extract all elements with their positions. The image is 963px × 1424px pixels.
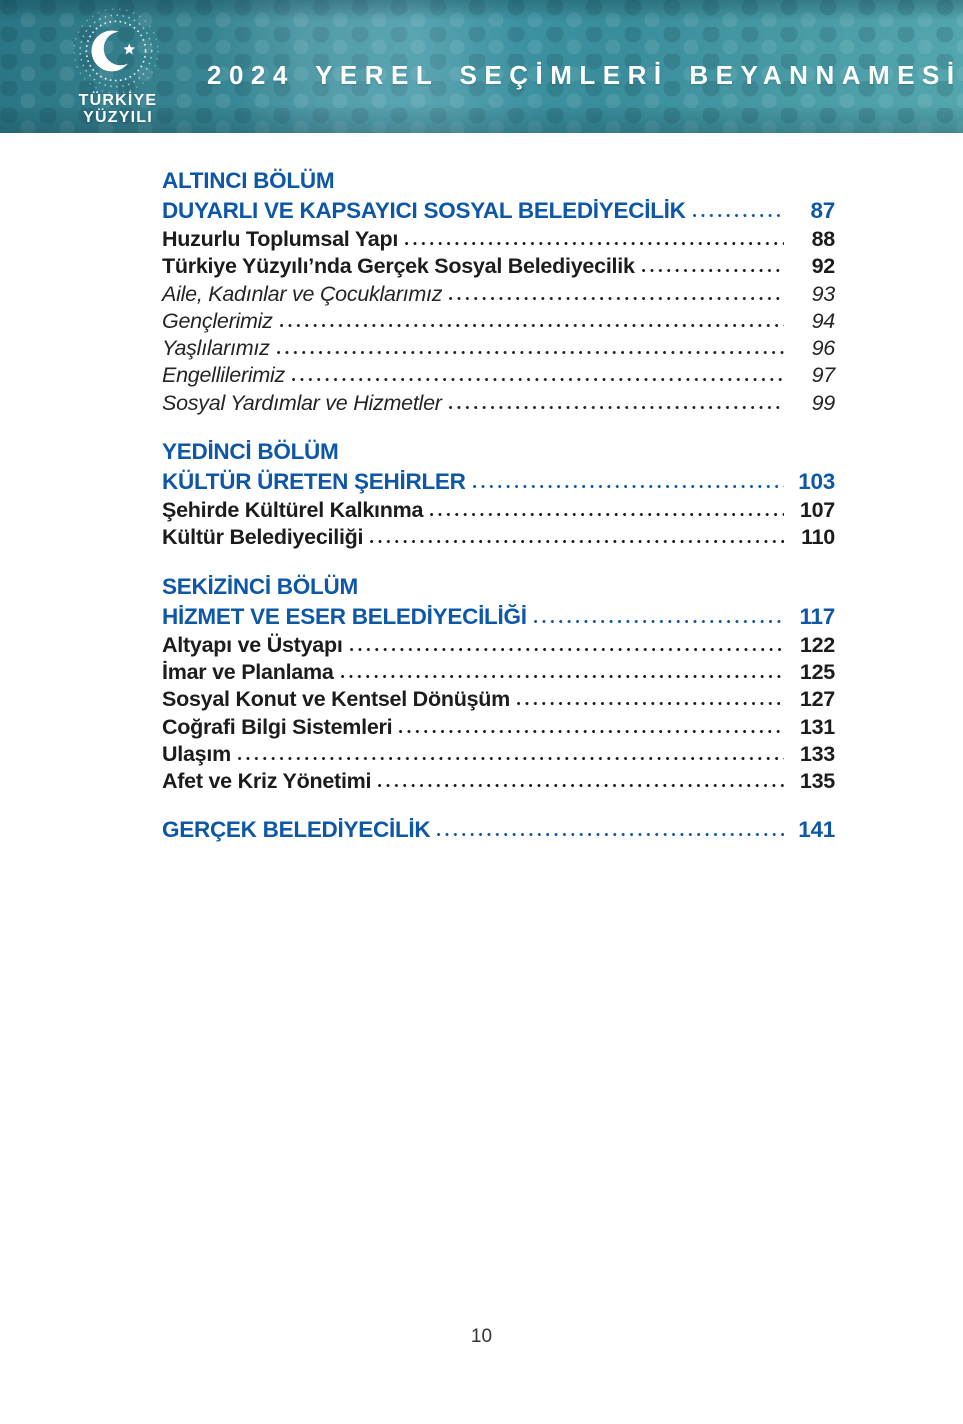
entry-label: Ulaşım [162, 741, 231, 766]
toc-section [162, 572, 835, 796]
dot-leader [378, 784, 784, 787]
toc-section-title[interactable] [162, 196, 835, 226]
section-kicker: ALTINCI BÖLÜM [162, 168, 335, 193]
entry-page-number: 127 [799, 687, 835, 712]
toc-entry[interactable] [162, 226, 835, 253]
entry-label: Şehirde Kültürel Kalkınma [162, 498, 424, 523]
toc-entry[interactable] [162, 362, 835, 389]
entry-label: Huzurlu Toplumsal Yapı [162, 227, 399, 251]
dot-leader [693, 214, 784, 217]
entry-page-number: 107 [799, 498, 835, 523]
entry-label: Türkiye Yüzyılı’nda Gerçek Sosyal Belediyecilik [162, 254, 635, 279]
header-banner [0, 0, 963, 133]
toc-section [162, 815, 835, 845]
dot-leader [534, 620, 784, 623]
entry-label: Engellilerimiz [162, 363, 286, 388]
entry-page-number: 94 [811, 308, 835, 333]
toc-entry[interactable] [162, 390, 835, 417]
table-of-contents [162, 166, 835, 865]
section-kicker: YEDİNCİ BÖLÜM [162, 439, 339, 465]
toc-entry[interactable] [162, 497, 835, 524]
dot-leader [341, 675, 784, 678]
crescent-star-icon [66, 4, 170, 100]
dot-leader [517, 702, 784, 705]
entry-label: Kültür Belediyeciliği [162, 525, 364, 550]
entry-page-number: 97 [811, 363, 835, 388]
entry-label: Gençlerimiz [162, 308, 273, 333]
entry-page-number: 88 [811, 227, 835, 251]
entry-page-number: 131 [799, 714, 835, 739]
page-number: 10 [470, 1326, 493, 1347]
entry-label: HİZMET VE ESER BELEDİYECİLİĞİ [162, 603, 527, 629]
entry-page-number: 135 [799, 769, 835, 794]
dot-leader [370, 540, 784, 543]
entry-label: Aile, Kadınlar ve Çocuklarımız [162, 281, 443, 306]
dot-leader [277, 351, 784, 354]
entry-label: İmar ve Planlama [162, 659, 334, 684]
dot-leader [642, 269, 784, 272]
dot-leader [399, 730, 784, 733]
toc-section-title[interactable] [162, 602, 835, 632]
dot-leader [280, 324, 784, 327]
toc-entry[interactable] [162, 768, 835, 795]
dot-leader [449, 406, 784, 409]
toc-section [162, 166, 835, 417]
logo-text-line2: YÜZYILI [83, 109, 153, 126]
entry-label: GERÇEK BELEDİYECİLİK [162, 817, 431, 843]
logo-text-line1: TÜRKİYE [78, 92, 158, 109]
entry-label: Yaşlılarımız [162, 336, 270, 361]
document-title: 2024 YEREL SEÇİMLERİ BEYANNAMESİ [207, 60, 962, 90]
dot-leader [238, 757, 784, 760]
dot-leader [473, 485, 784, 488]
toc-entry[interactable] [162, 281, 835, 308]
entry-page-number: 117 [799, 603, 835, 629]
entry-page-number: 96 [811, 336, 835, 361]
entry-label: KÜLTÜR ÜRETEN ŞEHİRLER [162, 469, 466, 495]
toc-entry[interactable] [162, 308, 835, 335]
dot-leader [449, 297, 784, 300]
entry-page-number: 92 [811, 254, 835, 279]
entry-label: Sosyal Konut ve Kentsel Dönüşüm [162, 687, 511, 712]
entry-page-number: 87 [810, 198, 835, 223]
entry-label: Altyapı ve Üstyapı [162, 632, 343, 657]
dot-leader [292, 378, 784, 381]
entry-label: Afet ve Kriz Yönetimi [162, 769, 372, 794]
entry-page-number: 141 [798, 817, 835, 843]
dot-leader [350, 648, 784, 651]
toc-entry[interactable] [162, 335, 835, 362]
toc-entry[interactable] [162, 686, 835, 713]
entry-label: Sosyal Yardımlar ve Hizmetler [162, 390, 442, 415]
toc-entry[interactable] [162, 741, 835, 768]
toc-section-title[interactable] [162, 467, 835, 497]
section-kicker: SEKİZİNCİ BÖLÜM [162, 573, 358, 599]
toc-entry[interactable] [162, 253, 835, 280]
toc-entry[interactable] [162, 524, 835, 551]
toc-entry[interactable] [162, 659, 835, 686]
toc-entry[interactable] [162, 632, 835, 659]
turkiye-yuzyili-logo [58, 4, 178, 126]
entry-page-number: 110 [801, 525, 835, 550]
toc-entry[interactable] [162, 714, 835, 741]
entry-page-number: 103 [798, 469, 835, 495]
entry-page-number: 122 [799, 632, 835, 657]
entry-page-number: 93 [811, 281, 835, 306]
dot-leader [405, 242, 784, 245]
page-footer [0, 1326, 963, 1348]
entry-page-number: 99 [811, 390, 835, 415]
dot-leader [430, 513, 784, 516]
entry-label: DUYARLI VE KAPSAYICI SOSYAL BELEDİYECİLİK [162, 198, 686, 223]
entry-page-number: 133 [799, 741, 835, 766]
toc-section [162, 437, 835, 552]
entry-page-number: 125 [799, 659, 835, 684]
entry-label: Coğrafi Bilgi Sistemleri [162, 714, 393, 739]
dot-leader [437, 833, 784, 836]
toc-section-title[interactable] [162, 815, 835, 845]
